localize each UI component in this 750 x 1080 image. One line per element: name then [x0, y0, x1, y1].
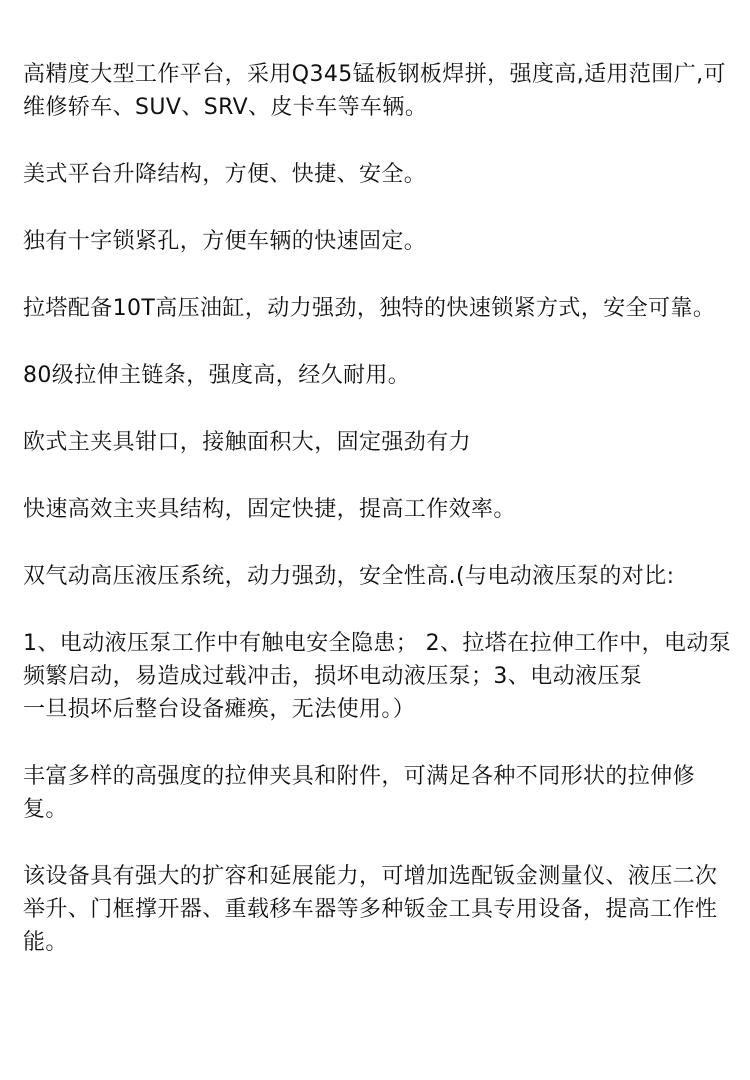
feature-hydraulic-system: 双气动高压液压系统，动力强劲，安全性高.(与电动液压泵的对比:: [23, 564, 675, 589]
feature-lift-structure: 美式平台升降结构，方便、快捷、安全。: [23, 162, 427, 187]
feature-accessories: 丰富多样的高强度的拉伸夹具和附件，可满足各种不同形状的拉伸修复。: [23, 764, 696, 822]
feature-clamp-jaw: 欧式主夹具钳口，接触面积大，固定强劲有力: [23, 430, 472, 455]
feature-chain: 80级拉伸主链条，强度高，经久耐用。: [23, 363, 411, 388]
feature-platform: 高精度大型工作平台，采用Q345锰板钢板焊拼，强度高,适用范围广,可维修轿车、SUV、SRV、皮卡车等车辆。: [23, 62, 726, 120]
product-description: [23, 58, 733, 959]
feature-cross-lock: 独有十字锁紧孔，方便车辆的快速固定。: [23, 229, 427, 254]
feature-tower-cylinder: 拉塔配备10T高压油缸，动力强劲，独特的快速锁紧方式，安全可靠。: [23, 296, 716, 321]
comparison-notes: 1、电动液压泵工作中有触电安全隐患； 2、拉塔在拉伸工作中，电动泵频繁启动，易造成过载冲击，损坏电动液压泵；3、电动液压泵 一旦损坏后整台设备瘫痪，无法使用。）: [23, 631, 732, 722]
feature-clamp-structure: 快速高效主夹具结构，固定快捷，提高工作效率。: [23, 497, 516, 522]
feature-expansion: 该设备具有强大的扩容和延展能力，可增加选配钣金测量仪、液压二次举升、门框撑开器、重载移车器等多种钣金工具专用设备，提高工作性能。: [23, 864, 718, 955]
